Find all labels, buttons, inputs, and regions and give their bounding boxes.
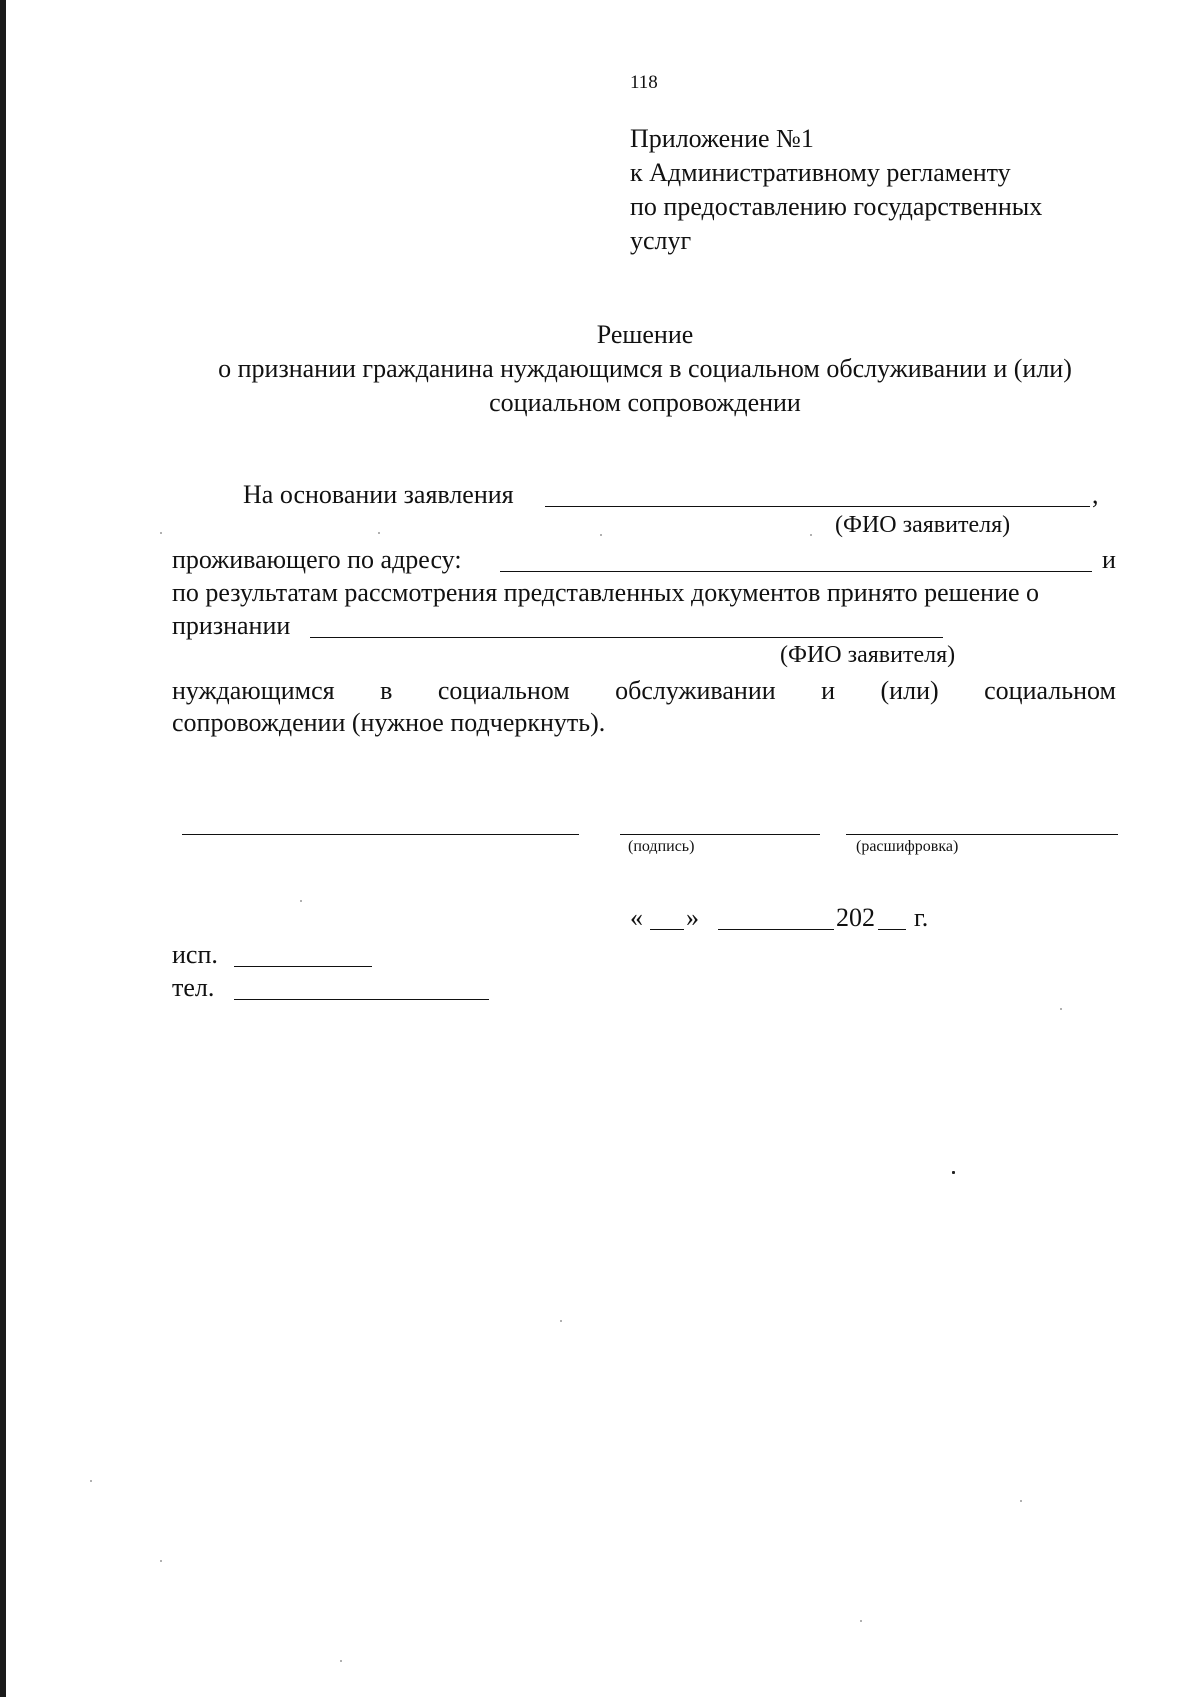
phone-field[interactable] <box>234 999 489 1000</box>
phone-label: тел. <box>172 973 215 1002</box>
signature-caption: (подпись) <box>628 838 695 855</box>
executor-field[interactable] <box>234 966 372 967</box>
scan-edge <box>0 0 6 1697</box>
basis-statement-comma: , <box>1092 480 1099 509</box>
scan-speck <box>90 1480 92 1482</box>
date-year-prefix: 202 <box>836 903 875 932</box>
page-number: 118 <box>630 72 658 93</box>
scan-speck <box>160 1560 162 1562</box>
applicant-name-field-1[interactable] <box>545 506 1090 507</box>
needs-word-7: социальном <box>984 676 1116 705</box>
date-year-field[interactable] <box>878 929 906 930</box>
scan-speck <box>300 900 302 902</box>
address-label: проживающего по адресу: <box>172 545 462 574</box>
annex-line-2: к Административному регламенту <box>630 158 1011 187</box>
date-open-quote: « <box>630 903 643 932</box>
needs-word-3: социальном <box>437 676 570 705</box>
signature-transcript-field[interactable] <box>846 834 1118 835</box>
scan-speck <box>378 532 380 534</box>
applicant-name-caption-1: (ФИО заявителя) <box>835 512 1011 538</box>
scan-speck <box>952 1171 955 1174</box>
needs-statement-line <box>172 676 1116 706</box>
recognition-label: признании <box>172 611 291 640</box>
scan-speck <box>1020 1500 1022 1502</box>
scan-speck <box>600 534 602 536</box>
address-line-end: и <box>1102 545 1116 574</box>
document-subtitle-line-2: социальном сопровождении <box>489 388 801 417</box>
date-year-suffix: г. <box>914 903 929 932</box>
document-heading: Решение <box>596 320 694 349</box>
address-field[interactable] <box>500 571 1092 572</box>
date-close-quote: » <box>686 903 699 932</box>
annex-block <box>630 122 1042 258</box>
scan-speck <box>810 534 812 536</box>
date-day-field[interactable] <box>650 929 684 930</box>
needs-statement-continuation: сопровождении (нужное подчеркнуть). <box>172 708 606 737</box>
annex-line-4: услуг <box>630 226 692 255</box>
needs-word-6: (или) <box>880 676 939 705</box>
applicant-name-caption-2: (ФИО заявителя) <box>780 642 956 668</box>
applicant-name-field-2[interactable] <box>310 637 943 638</box>
results-statement: по результатам рассмотрения представленных документов принято решение о <box>172 578 1040 607</box>
date-month-field[interactable] <box>718 929 834 930</box>
basis-statement-label: На основании заявления <box>243 480 514 509</box>
executor-label: исп. <box>172 940 218 969</box>
scan-speck <box>560 1320 562 1322</box>
scan-speck <box>860 1620 862 1622</box>
annex-line-1: Приложение №1 <box>630 124 814 153</box>
needs-word-5: и <box>821 676 836 705</box>
document-title-block <box>0 318 1200 420</box>
official-position-field[interactable] <box>182 834 579 835</box>
needs-word-2: в <box>380 676 393 705</box>
signature-transcript-caption: (расшифровка) <box>856 838 959 855</box>
needs-word-1: нуждающимся <box>172 676 335 705</box>
scan-speck <box>160 532 162 534</box>
signature-field[interactable] <box>620 834 820 835</box>
scan-speck <box>1060 1008 1062 1010</box>
annex-line-3: по предоставлению государственных <box>630 192 1043 221</box>
scan-speck <box>340 1660 342 1662</box>
document-subtitle-line-1: о признании гражданина нуждающимся в социальном обслуживании и (или) <box>218 354 1072 383</box>
needs-word-4: обслуживании <box>615 676 776 705</box>
